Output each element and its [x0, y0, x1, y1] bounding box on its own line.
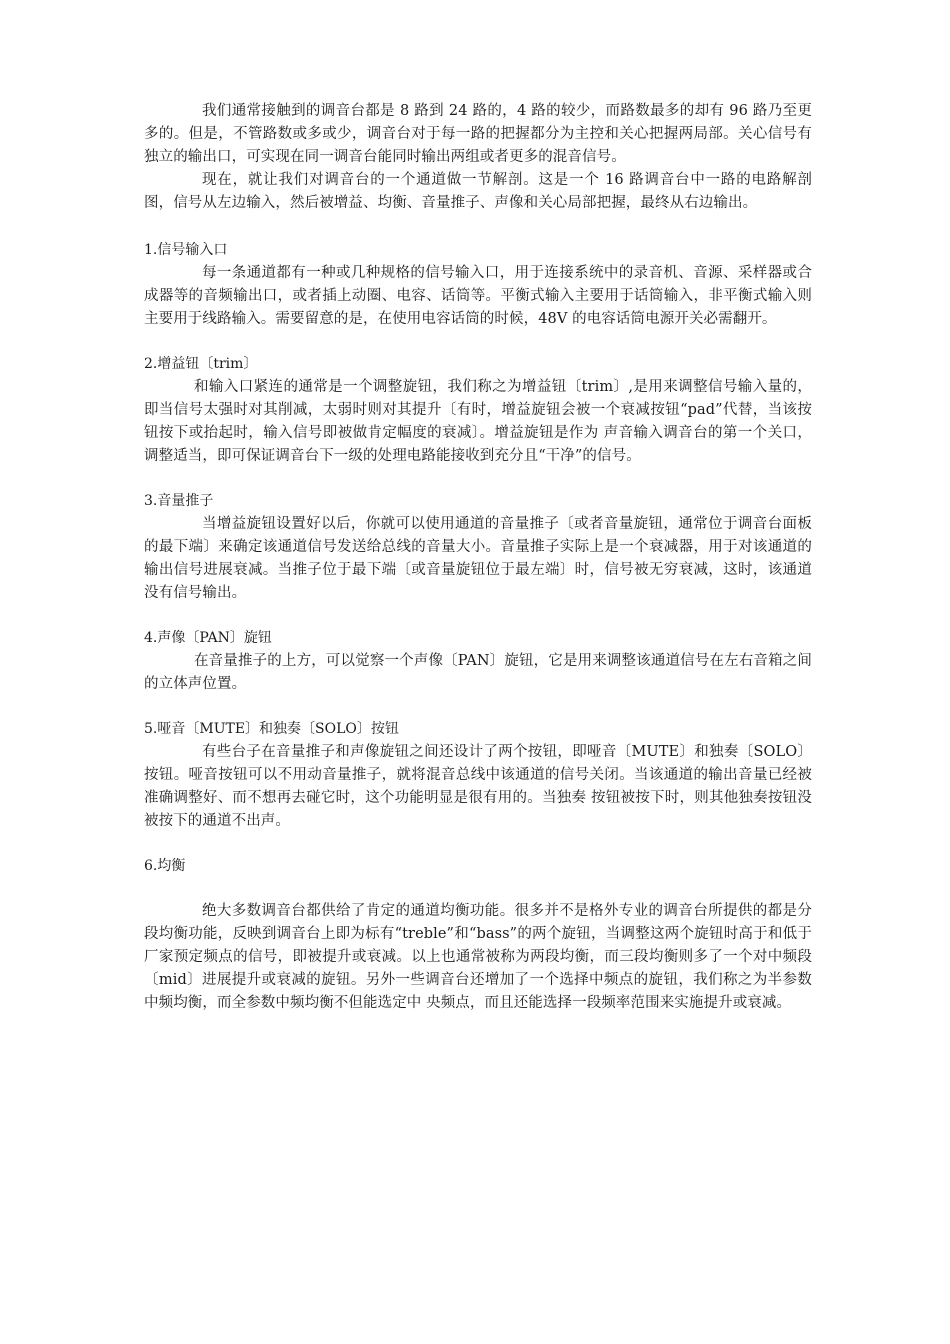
spacer [144, 696, 812, 718]
section-heading-fader: 3.音量推子 [144, 493, 214, 509]
spacer [144, 331, 812, 353]
section-text-pan: 在音量推子的上方，可以觉察一个声像〔PAN〕旋钮，它是用来调整该通道信号在左右音箱之间的立体声位置。 [144, 653, 812, 692]
section-heading-mute-solo: 5.哑音〔MUTE〕和独奏〔SOLO〕按钮 [144, 721, 399, 737]
spacer [144, 215, 812, 239]
intro-paragraph-1: 我们通常接触到的调音台都是 8 路到 24 路的，4 路的较少，而路数最多的却有 96 路乃至更多的。但是，不管路数或多或少，调音台对于每一路的把握都分为主控和关心把握两局部。关心信号有独立的输出口，可实现在同一调音台能同时输出两组或者更多的混音信号。 [144, 103, 812, 165]
spacer [144, 605, 812, 627]
section-text-mute-solo: 有些台子在音量推子和声像旋钮之间还设计了两个按钮，即哑音〔MUTE〕和独奏〔SOLO〕按钮。哑音按钮可以不用动音量推子，就将混音总线中该通道的信号关闭。当该通道的输出音量已经被准确调整好、而不想再去碰它时，这个功能明显是很有用的。当独奏 按钮被按下时，则其他独奏按钮没被按下的通道不出声。 [144, 744, 812, 829]
document-page [144, 100, 812, 1015]
section-text-input: 每一条通道都有一种或几种规格的信号输入口，用于连接系统中的录音机、音源、采样器或合成器等的音频输出口，或者插上动圈、电容、话筒等。平衡式输入主要用于话筒输入，非平衡式输入则主要用于线路输入。需要留意的是，在使用电容话筒的时候，48V 的电容话筒电源开关必需翻开。 [144, 265, 812, 327]
section-text-eq: 绝大多数调音台都供给了肯定的通道均衡功能。很多并不是格外专业的调音台所提供的都是分段均衡功能，反映到调音台上即为标有“treble”和“bass”的两个旋钮，当调整这两个旋钮时高于和低于厂家预定频点的信号，即被提升或衰减。以上也通常被称为两段均衡，而三段均衡则多了一个对中频段〔mid〕进展提升或衰减的旋钮。另外一些调音台还增加了一个选择中频点的旋钮，我们称之为半参数中频均衡，而全参数中频均衡不但能选定中 央频点，而且还能选择一段频率范围来实施提升或衰减。 [144, 903, 812, 1011]
spacer [144, 878, 812, 900]
intro-paragraph-2: 现在，就让我们对调音台的一个通道做一节解剖。这是一个 16 路调音台中一路的电路解剖图，信号从左边输入，然后被增益、均衡、音量推子、声像和关心局部把握，最终从右边输出。 [144, 172, 812, 211]
section-heading-pan: 4.声像〔PAN〕旋钮 [144, 630, 272, 646]
spacer [144, 468, 812, 490]
section-text-trim: 和输入口紧连的通常是一个调整旋钮，我们称之为增益钮〔trim〕,是用来调整信号输入量的，即当信号太强时对其削减，太弱时则对其提升〔有时，增益旋钮会被一个衰减按钮“pad”代替，当该按钮按下或抬起时，输入信号即被做肯定幅度的衰减〕。增益旋钮是作为 声音输入调音台的第一个关口，调整适当，即可保证调音台下一级的处理电路能接收到充分且“干净”的信号。 [144, 379, 812, 464]
section-heading-eq: 6.均衡 [144, 858, 186, 874]
section-text-fader: 当增益旋钮设置好以后，你就可以使用通道的音量推子〔或者音量旋钮，通常位于调音台面板的最下端〕来确定该通道信号发送给总线的音量大小。音量推子实际上是一个衰减器，用于对该通道的输出信号进展衰减。当推子位于最下端〔或音量旋钮位于最左端〕时，信号被无穷衰减，这时，该通道没有信号输出。 [144, 516, 812, 601]
spacer [144, 833, 812, 855]
section-heading-input: 1.信号输入口 [144, 242, 228, 258]
section-heading-trim: 2.增益钮〔trim〕 [144, 356, 258, 372]
